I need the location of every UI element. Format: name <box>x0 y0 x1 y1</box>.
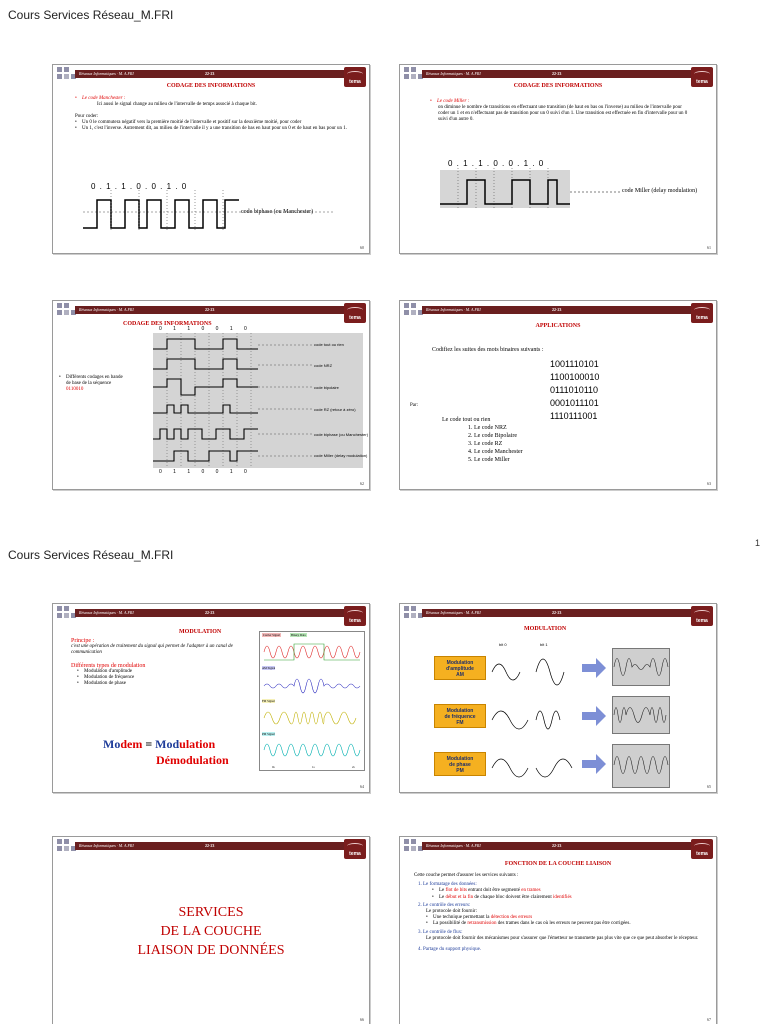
principe-text: c'est une opération de traitement du signal qui permet de l'adapter à un canal de communication <box>71 644 233 655</box>
tema-logo-icon: tema <box>344 67 366 87</box>
method-item: 4. Le code Manchester <box>468 449 523 455</box>
list-item: • Modulation de fréquence <box>77 675 259 681</box>
encoding-label: code Miller (delay modulation) <box>314 453 368 458</box>
slide-title: MODULATION <box>524 626 567 632</box>
decor-squares-icon <box>404 606 424 624</box>
chart-panel-label: AM Signal <box>262 666 276 670</box>
bits-row: 0 . 1 . 1 . 0 . 0 . 1 . 0 <box>91 182 188 191</box>
section-title-line: LIAISON DE DONNÉES <box>137 943 285 958</box>
section-2-lead: Le protocole doit fournir: <box>426 909 477 915</box>
band-year: 22-23 <box>205 307 215 312</box>
list-item: • La possibilité de retransmission des trames dans le cas où les erreurs ne peuvent pas être corrigées. <box>426 921 710 927</box>
binary-code: 0001011101 <box>550 398 599 408</box>
encoding-label: code bipolaire <box>314 385 339 390</box>
decor-squares-icon <box>404 303 424 321</box>
demodulation-text: Démodulation <box>156 753 229 767</box>
sequence-value: 0110010 <box>66 387 84 392</box>
lead-method: Le code tout ou rien <box>442 417 491 423</box>
section-3-text: Le protocole doit fournir des mécanismes pour s'assurer que l'émetteur ne transmette pas plus vite que ce que peut absorber le récepteur. <box>426 935 699 941</box>
slide-61 <box>399 64 717 254</box>
method-item: 1. Le code NRZ <box>468 425 507 431</box>
band-left-text: Réseaux Informatiques · M. A.FRI <box>426 610 481 615</box>
modem-equation: Modem = Modulation <box>103 737 216 751</box>
band-left-text: Réseaux Informatiques · M. A.FRI <box>426 71 481 76</box>
page-header: Cours Services Réseau_M.FRI <box>8 8 174 22</box>
bullet-text: Différents codages en bande de base de la séquence <box>66 375 123 386</box>
slide-header <box>53 604 369 628</box>
band-left-text: Réseaux Informatiques · M. A.FRI <box>426 843 481 848</box>
slide-number: 66 <box>360 1017 364 1022</box>
tema-logo-icon: tema <box>691 303 713 323</box>
slide-63 <box>399 300 717 490</box>
slide-number: 64 <box>360 784 364 789</box>
slide-number: 67 <box>707 1017 711 1022</box>
binary-codes-list <box>550 358 599 423</box>
slide-title: FONCTION DE LA COUCHE LIAISON <box>504 861 612 867</box>
chart-tick: 0s <box>272 765 275 769</box>
chart-tick: 2s <box>352 765 355 769</box>
slide-66 <box>52 836 370 1024</box>
slide-header <box>400 301 716 325</box>
description: Ici aussi le signal change au milieu de l'intervalle de temps associé à chaque bit. <box>97 102 257 107</box>
modulation-chart <box>259 631 365 771</box>
slide-title: CODAGE DES INFORMATIONS <box>166 83 256 89</box>
section-title-line: DE LA COUCHE <box>160 924 262 939</box>
band-year: 22-23 <box>205 610 215 615</box>
bullet-label: • Le code Miller : <box>430 99 692 105</box>
decor-squares-icon <box>57 839 77 857</box>
bit-0-label: bit 0 <box>499 642 507 647</box>
slide-title: CODAGE DES INFORMATIONS <box>123 321 212 327</box>
list-item: • Un 1, c'est l'inverse. Autrement dit, au milieu de l'intervalle il y a une transition de bas en haut pour un 0 et de haut en bas pour un 1. <box>75 126 355 132</box>
slide-header <box>400 604 716 628</box>
tema-logo-icon: tema <box>344 839 366 859</box>
binary-code: 0111010110 <box>550 385 599 395</box>
encoding-label: code biphase (ou Manchester) <box>314 432 369 437</box>
page-header-2: Cours Services Réseau_M.FRI <box>8 548 174 562</box>
band-left-text: Réseaux Informatiques · M. A.FRI <box>79 610 134 615</box>
band-year: 22-23 <box>552 307 562 312</box>
slide-65 <box>399 603 717 793</box>
top-bits: 0 1 1 0 0 1 0 <box>159 326 252 332</box>
principe-label: Principe : <box>71 638 95 644</box>
carrier-waves <box>492 646 592 786</box>
band-year: 22-23 <box>552 71 562 76</box>
band-left-text: Réseaux Informatiques · M. A.FRI <box>79 307 134 312</box>
description: on diminue le nombre de transitions en effectuant une transition (de haut en bas ou l'inverse) au milieu de l'intervalle pour coder un 1 et en n'effectuant pas de transition pour un 0 suivi d'un 1. Une transition est effectuée en fin d'intervalle pour un 0 suivi d'un autre 0. <box>438 105 688 122</box>
section-title-line: SERVICES <box>178 905 244 920</box>
encodings-waveforms <box>153 333 363 468</box>
section-1-title: 1. Le formatage des données: <box>418 882 477 888</box>
tema-logo-icon: tema <box>691 606 713 626</box>
tema-logo-icon: tema <box>344 606 366 626</box>
tema-logo-icon: tema <box>691 839 713 859</box>
slide-title: APPLICATIONS <box>535 323 581 329</box>
slide-number: 63 <box>707 481 711 486</box>
page-number-mark: 1 <box>754 538 760 548</box>
chart-legend-data: Binary Data <box>291 633 306 637</box>
slide-number: 65 <box>707 784 711 789</box>
slide-number: 61 <box>707 245 711 250</box>
tema-logo-icon: tema <box>344 303 366 323</box>
method-item: 5. Le code Miller <box>468 457 510 463</box>
binary-code: 1110111001 <box>550 411 598 421</box>
decor-squares-icon <box>404 839 424 857</box>
bit-1-label: bit 1 <box>540 642 548 647</box>
binary-code: 1100100010 <box>550 372 600 382</box>
slide-number: 60 <box>360 245 364 250</box>
binary-code: 1001110101 <box>550 359 599 369</box>
am-box: Modulation d'amplitude AM <box>434 656 486 680</box>
fm-box: Modulation de fréquence FM <box>434 704 486 728</box>
code-label: code Miller (delay modulation) <box>622 188 698 194</box>
decor-squares-icon <box>57 606 77 624</box>
band-year: 22-23 <box>552 843 562 848</box>
method-item: 3. Le code RZ <box>468 441 503 447</box>
par-label: Par: <box>410 403 419 408</box>
chart-tick: 1s <box>312 765 315 769</box>
slide-number: 62 <box>360 481 364 486</box>
bottom-bits: 0 1 1 0 0 1 0 <box>159 469 252 475</box>
list-item: • Modulation de phase <box>77 681 259 687</box>
band-year: 22-23 <box>205 71 215 76</box>
pm-box: Modulation de phase PM <box>434 752 486 776</box>
list-item: • Le flot de bits entrant doit être segmenté en trames <box>432 888 710 894</box>
prompt: Codifiez les suites des mots binaires suivants : <box>432 347 544 353</box>
encoding-label: code tout ou rien <box>314 342 344 347</box>
chart-panel-label: FM Signal <box>262 699 275 703</box>
list-item: • Une technique permettant la détection des erreurs <box>426 915 710 921</box>
bullet-label: • Le code Manchester : <box>75 96 355 102</box>
slide-header <box>53 837 369 861</box>
band-left-text: Réseaux Informatiques · M. A.FRI <box>79 843 134 848</box>
band-year: 22-23 <box>205 843 215 848</box>
section-3-title: 3. Le contrôle de flux: <box>418 929 463 935</box>
slide-title: MODULATION <box>179 629 222 635</box>
slide-64 <box>52 603 370 793</box>
slide-header <box>400 837 716 861</box>
list-item: • Un 0 le commutera négatif vers la première moitié de l'intervalle et positif sur la deuxième moitié, pour coder <box>75 120 355 126</box>
section-2-title: 2. Le contrôle des erreurs: <box>418 902 471 908</box>
slide-title: CODAGE DES INFORMATIONS <box>513 83 603 89</box>
encoding-label: code RZ (retour à zéro) <box>314 407 356 412</box>
section-4-title: 4. Partage du support physique. <box>418 947 482 953</box>
arrow-icons <box>582 658 608 788</box>
band-left-text: Réseaux Informatiques · M. A.FRI <box>79 71 134 76</box>
intro-text: Cette couche permet d'assurer les services suivants : <box>414 873 519 878</box>
slide-67 <box>399 836 717 1024</box>
tema-logo-icon: tema <box>691 67 713 87</box>
band-year: 22-23 <box>552 610 562 615</box>
scope-traces <box>614 650 668 786</box>
pour-coder: Pour coder: <box>75 114 99 119</box>
chart-legend-carrier: Carrier Signal <box>263 633 280 637</box>
modulation-waves <box>264 638 362 762</box>
slide-60 <box>52 64 370 254</box>
encoding-label: code NRZ <box>314 363 333 368</box>
bits-row: 0 . 1 . 1 . 0 . 0 . 1 . 0 <box>448 159 545 168</box>
band-left-text: Réseaux Informatiques · M. A.FRI <box>426 307 481 312</box>
decor-squares-icon <box>57 303 77 321</box>
slide-62 <box>52 300 370 490</box>
method-item: 2. Le code Bipolaire <box>468 433 517 439</box>
list-item: • Modulation d'amplitude <box>77 669 259 675</box>
types-label: Différents types de modulation <box>71 663 146 669</box>
chart-panel-label: PM Signal <box>262 732 275 736</box>
list-item: • Le début et la fin de chaque bloc doivent être clairement identifiés <box>432 895 710 901</box>
code-label: code biphase (ou Manchester) <box>241 209 314 215</box>
